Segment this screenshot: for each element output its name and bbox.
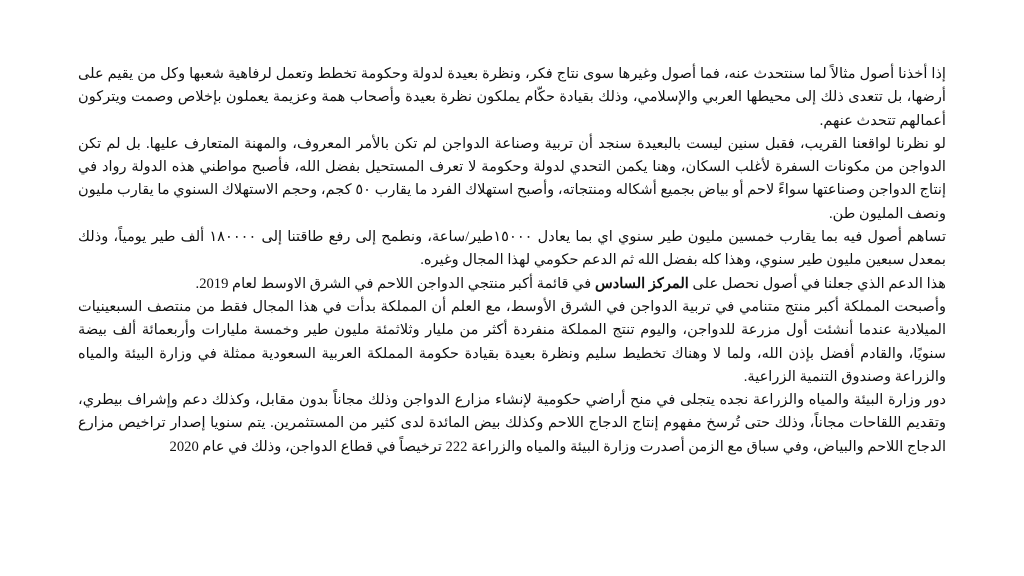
paragraph-kingdom-growth: وأصبحت المملكة أكبر منتج متنامي في تربية الدواجن في الشرق الأوسط، مع العلم أن المملكة بدأت في هذا المجال فقط من منتصف السبعينيات الميلادية عندما أنشئت أول مزرعة للدواجن، واليوم تنتج المملكة منفردة أكثر من مليار وثلاثمئة مليون طير وخمسة مليارات وأربعمائة ألف بيضة سنويًا، والقادم أفضل بإذن الله، ولما لا وهناك تخطيط سليم ونظرة بعيدة بقيادة حكومة المملكة العربية السعودية ممثلة في وزارة البيئة والمياه والزراعة وصندوق التنمية الزراعية. [78, 298, 946, 385]
ranking-text-after: في قائمة أكبر منتجي الدواجن اللاحم في الشرق الاوسط لعام 2019. [195, 275, 595, 292]
paragraph-local-reality: لو نظرنا لواقعنا القريب، فقبل سنين ليست بالبعيدة سنجد أن تربية وصناعة الدواجن لم تكن بالأمر المعروف، والمهنة المتعارف عليها. بل لم تكن الدواجن من مكونات السفرة لأغلب السكان، وهنا يكمن التحدي لدولة وحكومة لا تعرف المستحيل بفضل الله، فأصبح مواطني هذه الدولة رواد في إنتاج الدواجن وصناعتها سواءً لاحم أو بياض بجميع أشكاله ومنتجاته، وأصبح استهلاك الفرد ما يقارب ٥٠ كجم، وحجم الاستهلاك السنوي ما يقارب مليون ونصف المليون طن. [78, 135, 947, 222]
paragraph-intro: إذا أخذنا أصول مثالاً لما سنتحدث عنه، فما أصول وغيرها سوى نتاج فكر، ونظرة بعيدة لدولة وحكومة تخطط وتعمل لرفاهية شعبها وكل من يقيم على أرضها، بل تتعدى ذلك إلى محيطها العربي والإسلامي، وذلك بقيادة حكّام يملكون نظرة بعيدة وأصحاب همة وعزيمة يعملون بإخلاص وصمت ويتركون أعمالهم تتحدث عنهم. [78, 66, 946, 129]
paragraph-ranking [78, 273, 946, 296]
paragraph-contribution: تساهم أصول فيه بما يقارب خمسين مليون طير سنوي اي بما يعادل ١٥٠٠٠طير/ساعة، ونطمح إلى رفع طاقتنا إلى ١٨٠٠٠٠ ألف طير يومياً، وذلك بمعدل سبعين مليون طير سنوي، وهذا كله بفضل الله ثم الدعم حكومي لهذا المجال وغيره. [78, 229, 947, 269]
ranking-text-before: هذا الدعم الذي جعلنا في أصول نحصل على [688, 275, 946, 292]
ranking-emphasis: المركز السادس [594, 275, 689, 292]
article-body [78, 63, 946, 459]
paragraph-ministry-role: دور وزارة البيئة والمياه والزراعة نجده يتجلى في منح أراضي حكومية لإنشاء مزارع الدواجن وذلك مجاناً بدون مقابل، وكذلك دعم وإشراف بيطري، وتقديم اللقاحات مجاناً، وذلك حتى تُرسخ مفهوم إنتاج الدجاج اللاحم وكذلك بيض المائدة لدى كثير من المستثمرين. يتم سنويا إصدار تراخيص مزارع الدجاج اللاحم والبياض، وفي سباق مع الزمن أصدرت وزارة البيئة والمياه والزراعة 222 ترخيصاً في قطاع الدواجن، وذلك في عام 2020 [78, 392, 946, 455]
